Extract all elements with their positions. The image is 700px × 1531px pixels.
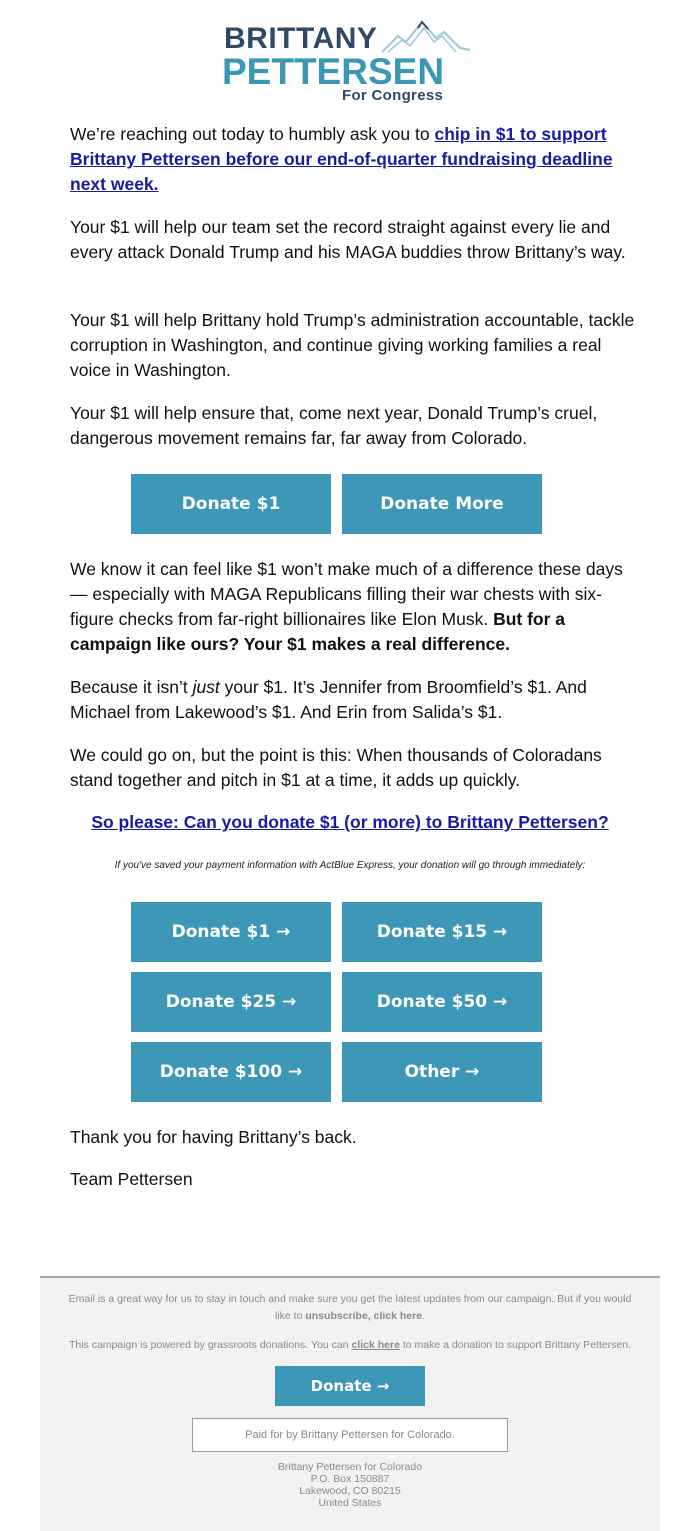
logo-tagline: For Congress <box>342 87 444 104</box>
paragraph-difference <box>70 557 635 657</box>
unsubscribe-link[interactable]: unsubscribe, click here <box>305 1310 423 1322</box>
chip-in-link[interactable]: chip in $1 to support Brittany Pettersen before our end-of-quarter fundraising deadline next week. <box>70 124 613 194</box>
logo-first-name: BRITTANY <box>224 22 378 55</box>
footer-grassroots-note <box>40 1337 660 1354</box>
paragraph-intro <box>70 122 635 197</box>
address-line-po-box: P.O. Box 150887 <box>310 1473 390 1485</box>
express-donate-1-button[interactable]: Donate $1 → <box>131 902 331 962</box>
donate-more-button[interactable]: Donate More <box>342 474 542 534</box>
grassroots-text-end: to make a donation to support Brittany Pettersen. <box>399 1339 632 1351</box>
mailing-address <box>40 1461 660 1509</box>
actblue-express-note: If you've saved your payment information with ActBlue Express, your donation will go through immediately: <box>114 860 586 871</box>
paragraph-record: Your $1 will help our team set the record straight against every lie and every attack Donald Trump and his MAGA buddies throw Brittany’s way. <box>70 217 626 262</box>
thanks-text: Thank you for having Brittany’s back. <box>70 1127 357 1147</box>
cta-line <box>0 812 700 833</box>
difference-text: We know it can feel like $1 won’t make much of a difference these days — especially with MAGA Republicans filling their war chests with six-figure checks from far-right billionaires like Elon Musk. <box>70 559 623 629</box>
neighbors-italic: just <box>192 677 220 697</box>
signoff-text: Team Pettersen <box>70 1169 193 1189</box>
paragraph-colorado: Your $1 will help ensure that, come next year, Donald Trump’s cruel, dangerous movement remains far, far away from Colorado. <box>70 403 598 448</box>
address-line-org: Brittany Pettersen for Colorado <box>277 1461 423 1473</box>
neighbors-text-end: your $1. It’s Jennifer from Broomfield’s $1. And Michael from Lakewood’s $1. And Erin from Salida’s $1. <box>70 677 587 722</box>
email-footer <box>40 1276 660 1531</box>
paid-for-disclaimer: Paid for by Brittany Pettersen for Colorado. <box>192 1418 508 1452</box>
donate-cta-link[interactable]: So please: Can you donate $1 (or more) to Brittany Pettersen? <box>91 812 609 832</box>
express-donate-100-button[interactable]: Donate $100 → <box>131 1042 331 1102</box>
logo-last-name: PETTERSEN <box>222 51 445 92</box>
difference-bold-text: But for a campaign like ours? Your $1 makes a real difference. <box>70 609 566 654</box>
express-donate-15-button[interactable]: Donate $15 → <box>342 902 542 962</box>
paragraph-coloradans: We could go on, but the point is this: When thousands of Coloradans stand together and pitch in $1 at a time, it adds up quickly. <box>70 745 602 790</box>
address-line-country: United States <box>318 1497 382 1509</box>
neighbors-text-start: Because it isn’t <box>70 677 193 697</box>
footer-email-text: Email is a great way for us to stay in touch and make sure you get the latest updates from our campaign. But if you would like to <box>68 1293 632 1322</box>
mountains-icon <box>382 18 474 54</box>
paragraph-accountable: Your $1 will help Brittany hold Trump’s administration accountable, tackle corruption in Washington, and continue giving working families a real voice in Washington. <box>70 310 635 380</box>
express-donate-other-button[interactable]: Other → <box>342 1042 542 1102</box>
campaign-logo <box>222 18 482 108</box>
paragraph-neighbors <box>70 675 635 725</box>
grassroots-text-start: This campaign is powered by grassroots donations. You can <box>68 1339 352 1351</box>
footer-unsubscribe-note <box>40 1291 660 1325</box>
intro-text: We’re reaching out today to humbly ask you to <box>70 124 435 144</box>
address-line-city: Lakewood, CO 80215 <box>299 1485 401 1497</box>
express-donate-50-button[interactable]: Donate $50 → <box>342 972 542 1032</box>
donate-1-button[interactable]: Donate $1 <box>131 474 331 534</box>
footer-click-here-link[interactable]: click here <box>351 1339 400 1351</box>
express-donate-25-button[interactable]: Donate $25 → <box>131 972 331 1032</box>
footer-period: . <box>422 1310 425 1322</box>
footer-donate-button[interactable]: Donate → <box>275 1366 425 1406</box>
